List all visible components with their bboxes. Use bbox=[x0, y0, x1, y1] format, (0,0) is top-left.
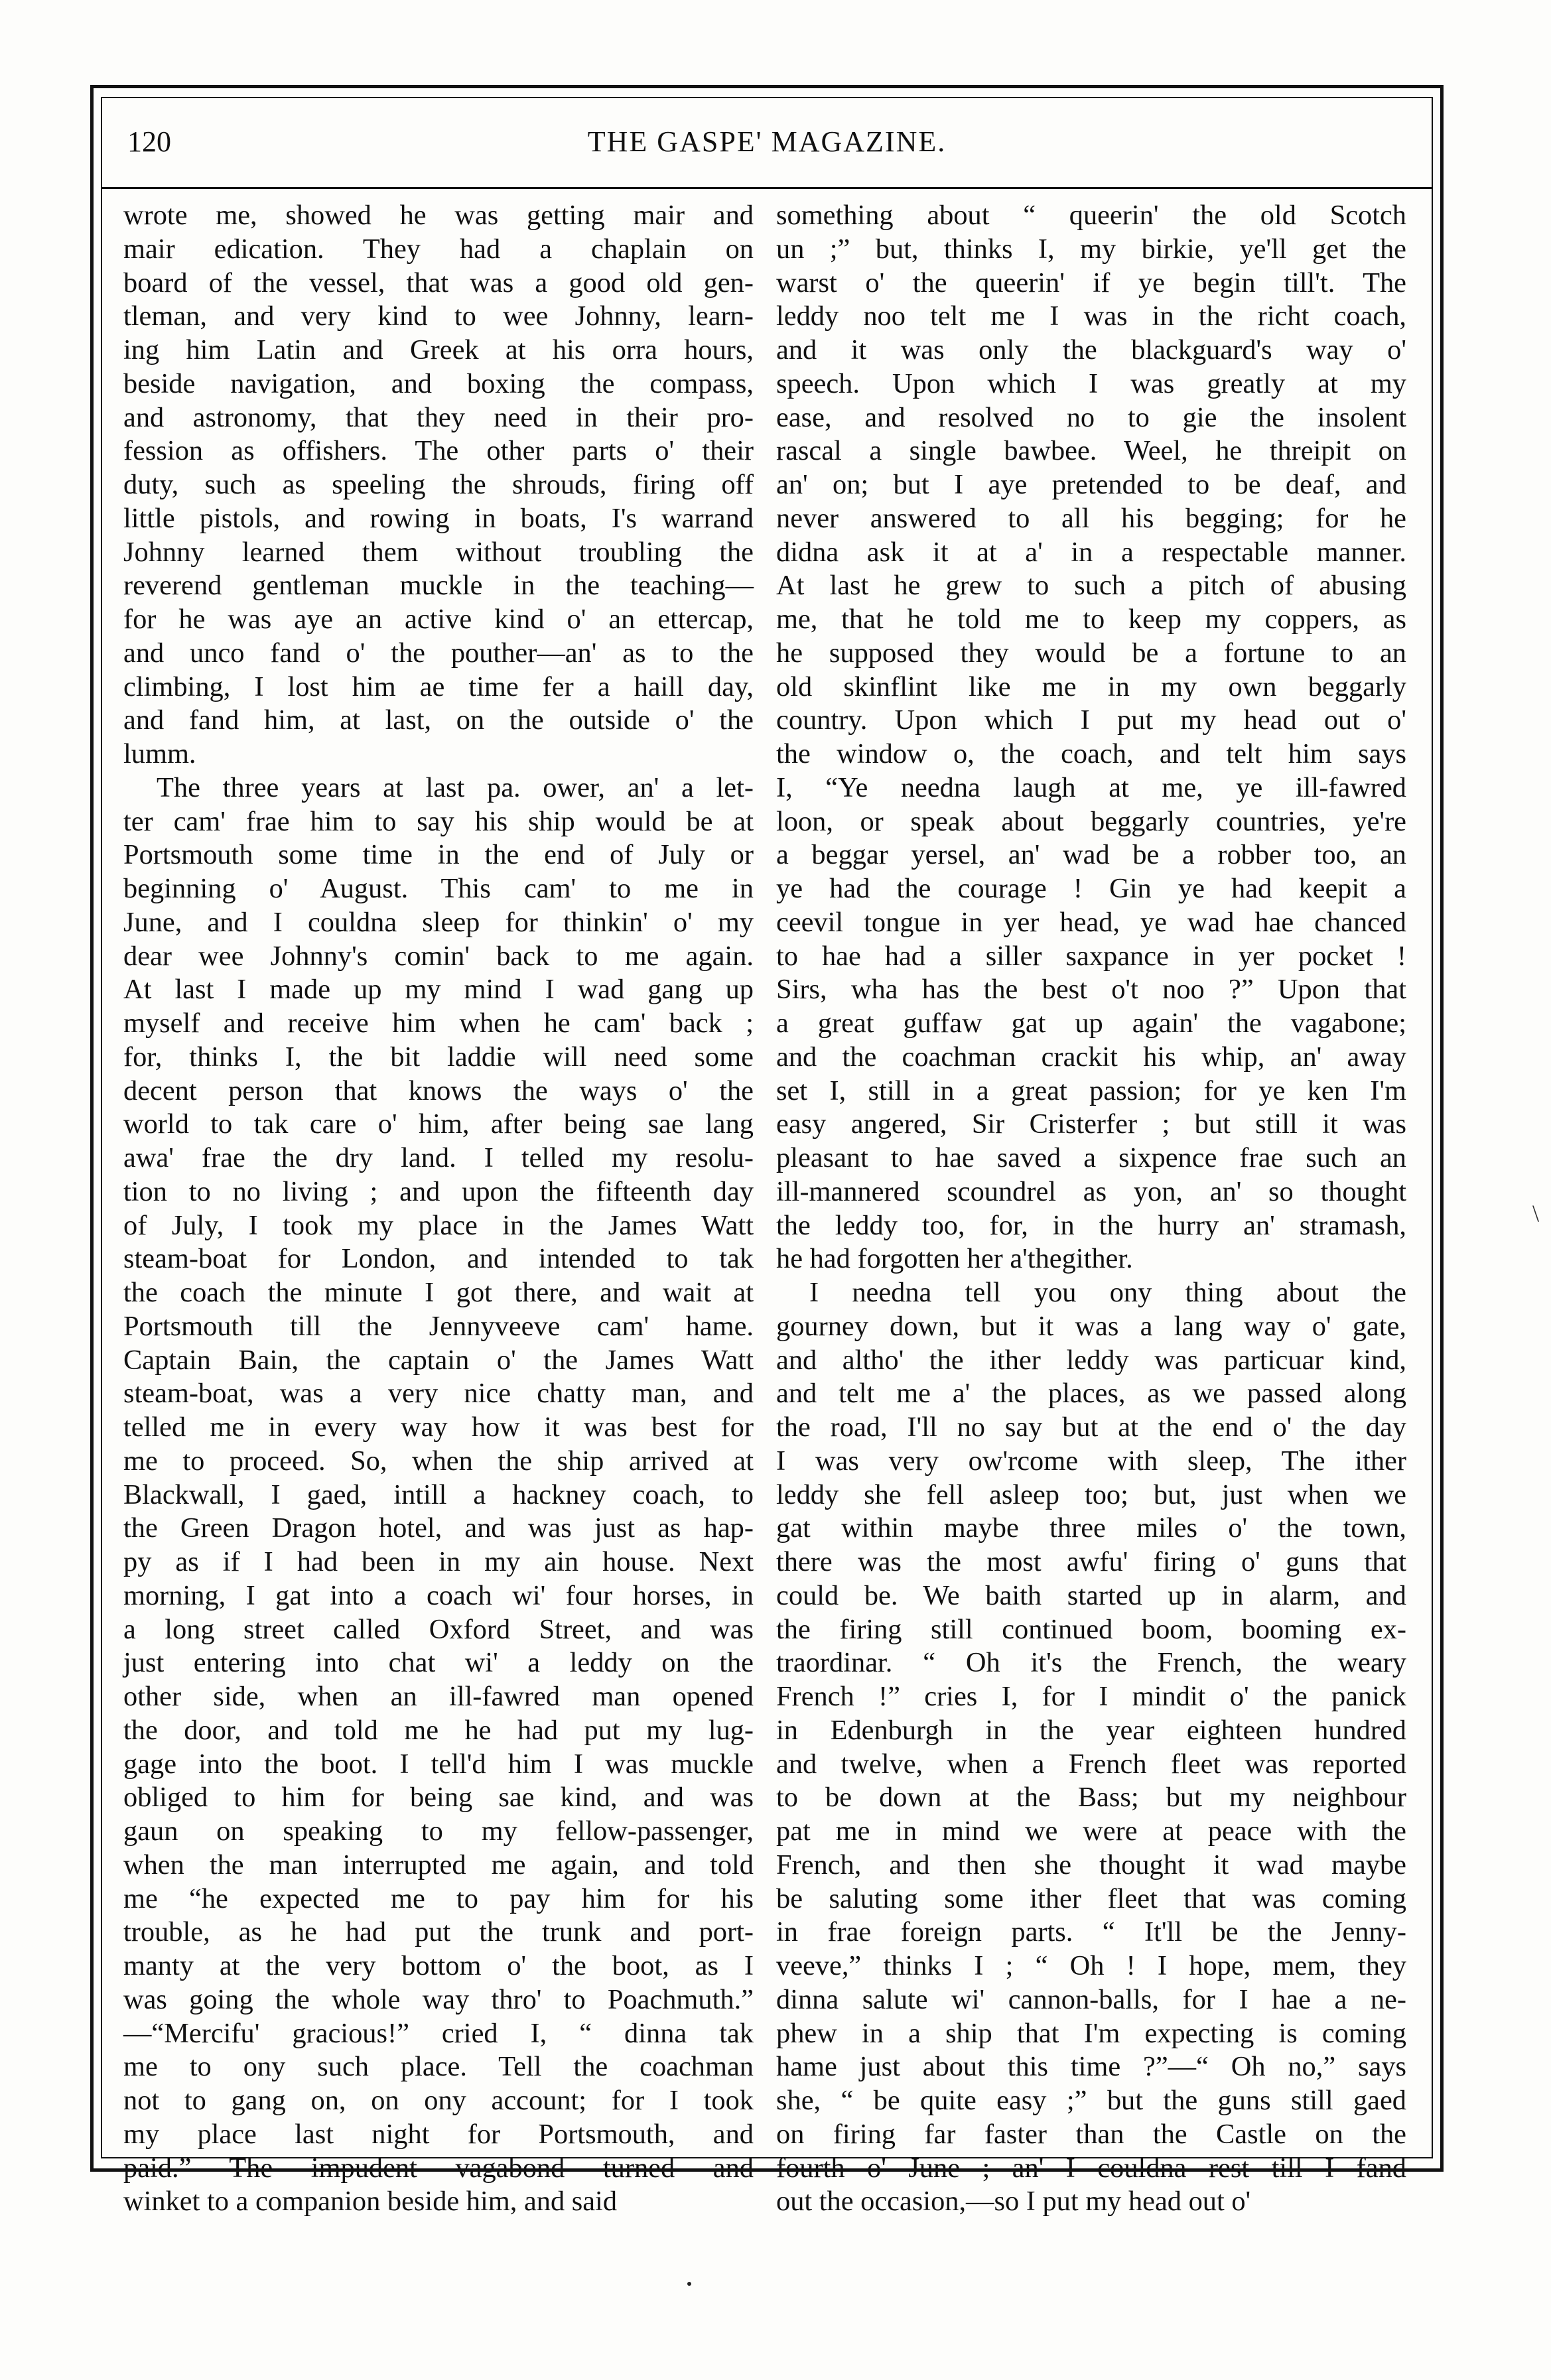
text-line: Portsmouth some time in the end of July or bbox=[123, 839, 754, 871]
text-line: fourth o' June ; an' I couldna rest till I fand bbox=[776, 2152, 1406, 2184]
text-line: Captain Bain, the captain o' the James Watt bbox=[123, 1344, 754, 1376]
text-line: ill-mannered scoundrel as yon, an' so thought bbox=[776, 1175, 1406, 1207]
text-line: to hae had a siller saxpance in yer pocket ! bbox=[776, 940, 1406, 972]
text-line: didna ask it at a' in a respectable manner. bbox=[776, 536, 1406, 568]
text-line: a long street called Oxford Street, and was bbox=[123, 1613, 754, 1645]
text-line: set I, still in a great passion; for ye ken I'm bbox=[776, 1075, 1406, 1106]
text-line: Johnny learned them without troubling the bbox=[123, 536, 754, 568]
text-line: speech. Upon which I was greatly at my bbox=[776, 367, 1406, 399]
text-line: fession as offishers. The other parts o' their bbox=[123, 435, 754, 467]
text-line: be saluting some ither fleet that was coming bbox=[776, 1883, 1406, 1914]
text-line: French, and then she thought it wad maybe bbox=[776, 1849, 1406, 1881]
text-line: and telt me a' the places, as we passed along bbox=[776, 1378, 1406, 1410]
text-line: pleasant to hae saved a sixpence frae such an bbox=[776, 1142, 1406, 1173]
text-line: he had forgotten her a'thegither. bbox=[776, 1243, 1133, 1275]
running-header bbox=[101, 118, 1433, 174]
text-line: when the man interrupted me again, and told bbox=[123, 1849, 754, 1881]
text-line: an' on; but I aye pretended to be deaf, and bbox=[776, 469, 1406, 500]
text-line: not to gang on, on ony account; for I took bbox=[123, 2085, 754, 2116]
text-line: little pistols, and rowing in boats, I's warrand bbox=[123, 502, 754, 534]
text-line: gourney down, but it was a lang way o' gate, bbox=[776, 1310, 1406, 1342]
text-line: rascal a single bawbee. Weel, he threipit on bbox=[776, 435, 1406, 467]
text-line: dinna salute wi' cannon-balls, for I hae a ne- bbox=[776, 1983, 1406, 2015]
left-text-column bbox=[123, 199, 754, 2219]
text-line: —“Mercifu' gracious!” cried I, “ dinna tak bbox=[123, 2017, 754, 2049]
text-line: could be. We baith started up in alarm, and bbox=[776, 1579, 1406, 1611]
text-line: for, thinks I, the bit laddie will need some bbox=[123, 1041, 754, 1073]
text-line: and twelve, when a French fleet was reported bbox=[776, 1748, 1406, 1780]
text-line: morning, I gat into a coach wi' four horses, in bbox=[123, 1579, 754, 1611]
text-line: leddy she fell asleep too; but, just when we bbox=[776, 1479, 1406, 1510]
text-line: beside navigation, and boxing the compass, bbox=[123, 367, 754, 399]
text-line: gage into the boot. I tell'd him I was muckle bbox=[123, 1748, 754, 1780]
text-line: telled me in every way how it was best for bbox=[123, 1412, 754, 1443]
text-line: beginning o' August. This cam' to me in bbox=[123, 873, 754, 904]
text-line: tleman, and very kind to wee Johnny, learn- bbox=[123, 300, 754, 332]
text-line: the door, and told me he had put my lug- bbox=[123, 1714, 754, 1746]
text-line: Portsmouth till the Jennyveeve cam' hame. bbox=[123, 1310, 754, 1342]
text-line: Blackwall, I gaed, intill a hackney coach, to bbox=[123, 1479, 754, 1510]
text-line: pat me in mind we were at peace with the bbox=[776, 1816, 1406, 1847]
text-line: me to proceed. So, when the ship arrived at bbox=[123, 1445, 754, 1477]
text-line: country. Upon which I put my head out o' bbox=[776, 704, 1406, 736]
text-line: reverend gentleman muckle in the teaching— bbox=[123, 570, 754, 602]
text-line: in Edenburgh in the year eighteen hundred bbox=[776, 1714, 1406, 1746]
text-line: and altho' the ither leddy was particuar kind, bbox=[776, 1344, 1406, 1376]
text-line: leddy noo telt me I was in the richt coach, bbox=[776, 300, 1406, 332]
text-line: other side, when an ill-fawred man opened bbox=[123, 1681, 754, 1712]
right-text-column bbox=[776, 199, 1406, 2219]
text-line: ease, and resolved no to gie the insolent bbox=[776, 401, 1406, 433]
text-line: just entering into chat wi' a leddy on the bbox=[123, 1647, 754, 1679]
header-rule bbox=[101, 187, 1433, 189]
text-line: gat within maybe three miles o' the town, bbox=[776, 1512, 1406, 1544]
text-line: there was the most awfu' firing o' guns that bbox=[776, 1546, 1406, 1577]
text-line: lumm. bbox=[123, 738, 196, 769]
text-line: me, that he told me to keep my coppers, as bbox=[776, 604, 1406, 635]
text-line: never answered to all his begging; for he bbox=[776, 502, 1406, 534]
text-line: and fand him, at last, on the outside o' the bbox=[123, 704, 754, 736]
text-line: veeve,” thinks I ; “ Oh ! I hope, mem, they bbox=[776, 1950, 1406, 1981]
text-line: the leddy too, for, in the hurry an' stramash, bbox=[776, 1209, 1406, 1241]
text-line: was going the whole way thro' to Poachmuth.” bbox=[123, 1983, 754, 2015]
text-line: py as if I had been in my ain house. Next bbox=[123, 1546, 754, 1577]
text-line: steam-boat, was a very nice chatty man, and bbox=[123, 1378, 754, 1410]
text-line: At last I made up my mind I wad gang up bbox=[123, 974, 754, 1006]
text-line: a beggar yersel, an' wad be a robber too, an bbox=[776, 839, 1406, 871]
page-number: 120 bbox=[127, 125, 171, 158]
text-line: the window o, the coach, and telt him says bbox=[776, 738, 1406, 769]
text-line: climbing, I lost him ae time fer a haill day, bbox=[123, 671, 754, 702]
text-line: awa' frae the dry land. I telled my resolu- bbox=[123, 1142, 754, 1173]
text-line: hame just about this time ?”—“ Oh no,” says bbox=[776, 2051, 1406, 2083]
text-line: traordinar. “ Oh it's the French, the weary bbox=[776, 1647, 1406, 1679]
text-line: he supposed they would be a fortune to an bbox=[776, 637, 1406, 669]
text-line: me to ony such place. Tell the coachman bbox=[123, 2051, 754, 2083]
text-line: the coach the minute I got there, and wait at bbox=[123, 1277, 754, 1308]
text-line: decent person that knows the ways o' the bbox=[123, 1075, 754, 1106]
text-line: dear wee Johnny's comin' back to me again. bbox=[123, 940, 754, 972]
text-line: she, “ be quite easy ;” but the guns still gaed bbox=[776, 2085, 1406, 2116]
text-line: to be down at the Bass; but my neighbour bbox=[776, 1782, 1406, 1814]
text-line: paid.” The impudent vagabond turned and bbox=[123, 2152, 754, 2184]
margin-mark: \ bbox=[1532, 1200, 1540, 1226]
text-line: easy angered, Sir Cristerfer ; but still it was bbox=[776, 1108, 1406, 1140]
text-line: and astronomy, that they need in their pro- bbox=[123, 401, 754, 433]
text-line: tion to no living ; and upon the fifteenth day bbox=[123, 1175, 754, 1207]
text-line: something about “ queerin' the old Scotch bbox=[776, 200, 1406, 231]
text-line: and the coachman crackit his whip, an' away bbox=[776, 1041, 1406, 1073]
text-line: loon, or speak about beggarly countries, ye're bbox=[776, 805, 1406, 837]
text-line: ter cam' frae him to say his ship would be at bbox=[123, 805, 754, 837]
text-line: warst o' the queerin' if ye begin till't. The bbox=[776, 267, 1406, 298]
text-line: trouble, as he had put the trunk and port- bbox=[123, 1916, 754, 1948]
text-line: mair edication. They had a chaplain on bbox=[123, 233, 754, 265]
text-line: out the occasion,—so I put my head out o' bbox=[776, 2186, 1251, 2217]
text-line: a great guffaw gat up again' the vagabone; bbox=[776, 1008, 1406, 1039]
text-line: ye had the courage ! Gin ye had keepit a bbox=[776, 873, 1406, 904]
text-line: of July, I took my place in the James Watt bbox=[123, 1209, 754, 1241]
text-line: on firing far faster than the Castle on the bbox=[776, 2118, 1406, 2150]
text-line: world to tak care o' him, after being sae lang bbox=[123, 1108, 754, 1140]
magazine-title: THE GASPE' MAGAZINE. bbox=[587, 125, 947, 158]
text-line: un ;” but, thinks I, my birkie, ye'll get the bbox=[776, 233, 1406, 265]
text-line: and it was only the blackguard's way o' bbox=[776, 334, 1406, 365]
text-line: I, “Ye needna laugh at me, ye ill-fawred bbox=[776, 771, 1406, 803]
text-line: old skinflint like me in my own beggarly bbox=[776, 671, 1406, 702]
text-line: for he was aye an active kind o' an ettercap, bbox=[123, 604, 754, 635]
text-line: me “he expected me to pay him for his bbox=[123, 1883, 754, 1914]
text-line: my place last night for Portsmouth, and bbox=[123, 2118, 754, 2150]
text-line: I needna tell you ony thing about the bbox=[809, 1277, 1406, 1308]
text-line: I was very ow'rcome with sleep, The ither bbox=[776, 1445, 1406, 1477]
text-line: French !” cries I, for I mindit o' the panick bbox=[776, 1681, 1406, 1712]
text-line: manty at the very bottom o' the boot, as I bbox=[123, 1950, 754, 1981]
text-line: the road, I'll no say but at the end o' the day bbox=[776, 1412, 1406, 1443]
text-line: wrote me, showed he was getting mair and bbox=[123, 200, 754, 231]
text-line: ing him Latin and Greek at his orra hours, bbox=[123, 334, 754, 365]
text-line: Sirs, wha has the best o't noo ?” Upon that bbox=[776, 974, 1406, 1006]
text-line: winket to a companion beside him, and said bbox=[123, 2186, 618, 2217]
text-line: the firing still continued boom, booming ex- bbox=[776, 1613, 1406, 1645]
text-line: myself and receive him when he cam' back ; bbox=[123, 1008, 754, 1039]
text-line: steam-boat for London, and intended to tak bbox=[123, 1243, 754, 1275]
text-line: in frae foreign parts. “ It'll be the Jenny- bbox=[776, 1916, 1406, 1948]
text-line: and unco fand o' the pouther—an' as to the bbox=[123, 637, 754, 669]
text-line: The three years at last pa. ower, an' a let- bbox=[157, 771, 754, 803]
bottom-dot bbox=[687, 2282, 691, 2286]
text-line: the Green Dragon hotel, and was just as hap- bbox=[123, 1512, 754, 1544]
text-line: obliged to him for being sae kind, and was bbox=[123, 1782, 754, 1814]
text-line: gaun on speaking to my fellow-passenger, bbox=[123, 1816, 754, 1847]
text-line: board of the vessel, that was a good old gen- bbox=[123, 267, 754, 298]
text-line: phew in a ship that I'm expecting is coming bbox=[776, 2017, 1406, 2049]
text-line: ceevil tongue in yer head, ye wad hae chanced bbox=[776, 906, 1406, 938]
text-line: duty, such as speeling the shrouds, firing off bbox=[123, 469, 754, 500]
text-line: At last he grew to such a pitch of abusing bbox=[776, 570, 1406, 602]
text-line: June, and I couldna sleep for thinkin' o' my bbox=[123, 906, 754, 938]
